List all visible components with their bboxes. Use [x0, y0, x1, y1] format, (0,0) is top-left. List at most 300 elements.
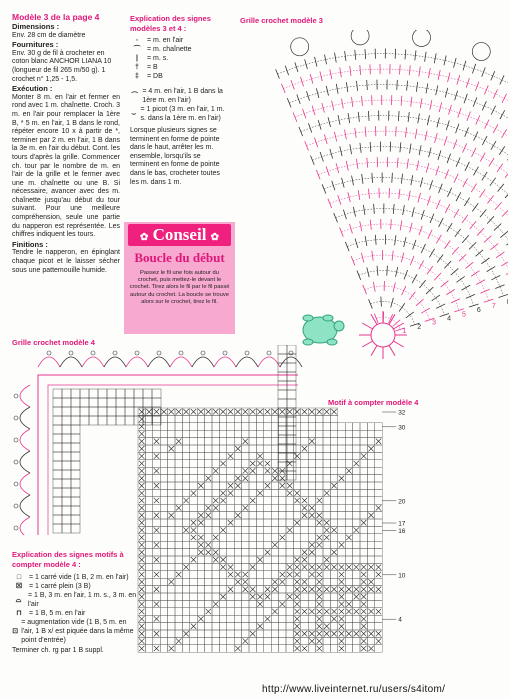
grid-cell: [175, 593, 182, 600]
chain-arc: [148, 357, 170, 367]
grid-cell: [71, 497, 80, 506]
grid-cell: [234, 489, 241, 496]
chain-arc: [20, 407, 30, 429]
grid-cell: [375, 430, 382, 437]
grid-cell: [375, 608, 382, 615]
grid-cell: [212, 615, 219, 622]
grid-cell: [256, 578, 263, 585]
grid-cell: [125, 407, 134, 416]
round-number: 7: [491, 302, 496, 310]
grid-cell: [293, 519, 300, 526]
grid-cell: [256, 408, 263, 415]
grid-cell: [205, 438, 212, 445]
grid-cell: [116, 389, 125, 398]
footer-url[interactable]: http://www.liveinternet.ru/users/s4itom/: [262, 684, 446, 695]
grid-cell: [323, 438, 330, 445]
grid-cell: [160, 445, 167, 452]
grid-cell: [316, 563, 323, 570]
grid-cell: [375, 645, 382, 652]
grid-cell: [249, 556, 256, 563]
grid-cell: [279, 593, 286, 600]
grid-cell: [345, 571, 352, 578]
grid-cell: [62, 506, 71, 515]
grid-cell: [256, 452, 263, 459]
grid-cell: [160, 452, 167, 459]
stitch-mark: [400, 65, 401, 75]
grid-cell: [353, 563, 360, 570]
grid-cell: [153, 549, 160, 556]
grid-cell: [53, 407, 62, 416]
grid-cell: [278, 363, 287, 372]
stitch-mark: [369, 299, 373, 308]
grid-cell: [345, 608, 352, 615]
grid-cell: [323, 497, 330, 504]
grid-cell: [286, 549, 293, 556]
grid-cell: [116, 398, 125, 407]
grid-cell: [212, 452, 219, 459]
grid-cell: [234, 438, 241, 445]
grid-cell: [338, 623, 345, 630]
grid-cell: [205, 489, 212, 496]
stitch-mark: [427, 266, 433, 274]
grid-cell: [345, 475, 352, 482]
grid-cell: [301, 593, 308, 600]
grid-cell: [338, 482, 345, 489]
grid-cell: [234, 593, 241, 600]
grid-cell: [168, 623, 175, 630]
grid-cell: [330, 549, 337, 556]
chain-arc: [20, 473, 30, 495]
grid-cell: [175, 556, 182, 563]
grid-cell: [264, 578, 271, 585]
grid-cell: [271, 593, 278, 600]
grid-cell: [293, 578, 300, 585]
grid-cell: [234, 645, 241, 652]
chain-arc: [20, 385, 30, 407]
stitch-mark: [505, 170, 508, 178]
grid-cell: [286, 438, 293, 445]
double-crochet-icon: †: [135, 64, 139, 71]
grid-cell: [182, 623, 189, 630]
grid-cell: [227, 415, 234, 422]
grid-cell: [242, 482, 249, 489]
grid-cell: [271, 497, 278, 504]
legend-item-text: = m. en l'air: [147, 37, 184, 44]
grid-cell: [242, 630, 249, 637]
grid-cell: [89, 389, 98, 398]
legend-item-text: = 4 m. en l'air, 1 B dans la 1ère m. en l'air): [142, 88, 223, 104]
grid-cell: [345, 534, 352, 541]
grid-cell: [212, 549, 219, 556]
grid-cell: [316, 578, 323, 585]
grid-cell: [316, 467, 323, 474]
grid-cell: [175, 615, 182, 622]
grid-cell: [301, 608, 308, 615]
grid-cell: [175, 504, 182, 511]
row-label: 30: [398, 424, 406, 432]
grid-cell: [345, 593, 352, 600]
grid-cell: [316, 630, 323, 637]
grid-cell: [175, 578, 182, 585]
grid-cell: [286, 512, 293, 519]
conseil-title: Conseil: [152, 225, 207, 244]
grid-cell: [62, 434, 71, 443]
grid-cell: [153, 578, 160, 585]
grid-cell: [367, 482, 374, 489]
grid-cell: [190, 415, 197, 422]
grid-cell: [249, 623, 256, 630]
picot-mark: [14, 526, 18, 530]
grid-cell: [264, 541, 271, 548]
grid-cell: [249, 563, 256, 570]
grid-cell: [256, 482, 263, 489]
grid-cell: [360, 586, 367, 593]
grid-cell: [160, 645, 167, 652]
grid-cell: [205, 467, 212, 474]
grid-cell: [197, 541, 204, 548]
grid-cell: [190, 445, 197, 452]
grid-cell: [330, 430, 337, 437]
grid-cell: [116, 407, 125, 416]
legend-item: [130, 63, 230, 72]
grid-cell: [301, 504, 308, 511]
grid-cell: [175, 408, 182, 415]
grid-cell: [293, 408, 300, 415]
grid-cell: [375, 497, 382, 504]
grid-cell: [205, 460, 212, 467]
grid-cell: [145, 541, 152, 548]
grid-cell: [190, 408, 197, 415]
grid-cell: [145, 489, 152, 496]
chain-arc: [60, 357, 82, 367]
stitch-mark: [342, 178, 345, 188]
grid-cell: [249, 512, 256, 519]
stitch-mark: [465, 127, 469, 136]
grid-cell: [360, 512, 367, 519]
grid-cell: [316, 556, 323, 563]
grid-cell: [242, 460, 249, 467]
stitch-mark: [429, 148, 431, 158]
grid-cell: [205, 526, 212, 533]
grid-cell: [182, 423, 189, 430]
grid-cell: [264, 645, 271, 652]
grid-cell: [107, 407, 116, 416]
grid-cell: [227, 467, 234, 474]
grid-cell: [71, 434, 80, 443]
legend-extra-list: [130, 87, 230, 123]
grid-cell: [353, 623, 360, 630]
grid-cell: [249, 415, 256, 422]
grid-cell: [168, 534, 175, 541]
grid-cell: [345, 556, 352, 563]
grid-cell: [138, 408, 145, 415]
grid-cell: [242, 519, 249, 526]
grid-cell: [316, 512, 323, 519]
grid-cell: [367, 512, 374, 519]
grid-cell: [330, 526, 337, 533]
stitch-mark: [458, 108, 461, 117]
grid-cell: [145, 415, 152, 422]
grid-cell: [360, 526, 367, 533]
legend-item-text: = 1 picot (3 m. en l'air, 1 m. s. dans la 1ère m. en l'air): [140, 106, 225, 122]
grid-cell: [116, 416, 125, 425]
grid-cell: [145, 460, 152, 467]
grid-cell: [345, 452, 352, 459]
grid-cell: [264, 438, 271, 445]
grid-cell: [212, 556, 219, 563]
grid-cell: [219, 623, 226, 630]
grid-cell: [338, 571, 345, 578]
legend4: [12, 550, 140, 656]
grid-cell: [375, 504, 382, 511]
grid-cell: [175, 512, 182, 519]
picot-mark: [47, 351, 51, 355]
grid-cell: [279, 519, 286, 526]
grid-cell: [182, 519, 189, 526]
grid-cell: [160, 534, 167, 541]
grid-cell: [301, 408, 308, 415]
conseil-header: [128, 224, 231, 246]
grid-cell: [360, 504, 367, 511]
grid-cell: [279, 563, 286, 570]
grid-cell: [182, 482, 189, 489]
stitch-mark: [481, 258, 489, 264]
grid-cell: [323, 549, 330, 556]
grid-cell: [360, 541, 367, 548]
grid-cell: [353, 497, 360, 504]
grid-cell: [168, 519, 175, 526]
grid-cell: [308, 578, 315, 585]
grid-cell: [323, 519, 330, 526]
grid-cell: [219, 504, 226, 511]
grid-cell: [145, 475, 152, 482]
execution-text: Monter 8 m. en l'air et fermer en rond avec 1 m. chaînette. Croch. 3 m. en l'air pour remplacer la 1ère B, * 5 m. en l'air, 1 B dans le rond, répéter encore 10 x à partir de *, terminer par 2 m. en l'air, 1 B dans la 3e m. en l'air du début. Cont. les tours d'après la grille. Commencer ch. tour par le nombre de m. en l'air de la grille et le fermer avec une m. chaînette ou une B. Si nécessaire, avancer avec des m. chaînette jusqu'au début du tour suivant. Pour une meilleure compréhension, seule une partie du napperon est représentée. Les chiffres indiquent les tours.: [12, 93, 120, 239]
grid-cell: [62, 461, 71, 470]
picot-mark: [289, 351, 293, 355]
stitch-mark: [472, 203, 478, 211]
grid-cell: [338, 578, 345, 585]
grid-cell: [264, 534, 271, 541]
grid-cell: [219, 512, 226, 519]
grid-cell: [62, 398, 71, 407]
grid-cell: [279, 430, 286, 437]
grid-cell: [264, 452, 271, 459]
grid-cell: [89, 407, 98, 416]
grid-cell: [234, 534, 241, 541]
execution-title: Exécution :: [12, 84, 53, 94]
grid-cell: [367, 475, 374, 482]
grid-cell: [234, 526, 241, 533]
grid-cell: [360, 497, 367, 504]
legend-item-text: = augmentation vide (1 B, 5 m. en l'air, 1 B x/ est piquée dans la même point d'entrée): [21, 619, 134, 644]
grid-cell: [330, 408, 337, 415]
grid-cell: [234, 563, 241, 570]
grid-cell: [125, 398, 134, 407]
grid-cell: [360, 645, 367, 652]
grid-cell: [160, 571, 167, 578]
grid-cell: [279, 475, 286, 482]
grid-cell: [367, 615, 374, 622]
row-label: 32: [398, 409, 406, 417]
stitch-mark: [499, 294, 508, 297]
grid-cell: [279, 630, 286, 637]
grid-cell: [301, 519, 308, 526]
grid-cell: [190, 438, 197, 445]
grid-cell: [62, 524, 71, 533]
grid-cell: [160, 504, 167, 511]
grid-cell: [242, 467, 249, 474]
grid-cell: [145, 497, 152, 504]
grid-cell: [279, 600, 286, 607]
stitch-mark: [405, 127, 406, 137]
grid-cell: [168, 504, 175, 511]
grid-cell: [182, 504, 189, 511]
grid-cell: [367, 608, 374, 615]
grid-cell: [286, 482, 293, 489]
turtle-icon: [303, 315, 344, 345]
grid-cell: [145, 504, 152, 511]
grid-cell: [271, 586, 278, 593]
grid-cell: [353, 541, 360, 548]
grid-cell: [256, 615, 263, 622]
grid-cell: [375, 593, 382, 600]
grid-cell: [301, 467, 308, 474]
grid-cell: [330, 452, 337, 459]
grid-cell: [249, 475, 256, 482]
stitch-mark: [493, 89, 497, 98]
center-ring: [371, 323, 395, 347]
grid-cell: [323, 423, 330, 430]
grid-cell: [360, 556, 367, 563]
grid-cell: [182, 408, 189, 415]
grid-cell: [316, 415, 323, 422]
grid-cell: [264, 415, 271, 422]
stitch-mark: [421, 210, 424, 219]
grid-cell: [293, 637, 300, 644]
grid-cell: [205, 445, 212, 452]
grid-cell: [227, 593, 234, 600]
grid-cell: [205, 408, 212, 415]
center-spoke: [362, 323, 372, 329]
grid-cell: [301, 571, 308, 578]
grid-cell: [338, 600, 345, 607]
grid-cell: [190, 637, 197, 644]
grid-cell: [242, 600, 249, 607]
grid-cell: [53, 488, 62, 497]
grid-cell: [301, 534, 308, 541]
grid-cell: [301, 623, 308, 630]
grid-cell: [367, 549, 374, 556]
picot-icon: ⌣: [131, 110, 137, 118]
chain-stitch-icon: ◦: [135, 37, 139, 44]
grid-cell: [286, 475, 293, 482]
grid-cell: [360, 549, 367, 556]
grid-cell: [367, 489, 374, 496]
grid-cell: [375, 438, 382, 445]
legend4-footer: Terminer ch. rg par 1 B suppl.: [12, 647, 104, 654]
grid-cell: [279, 571, 286, 578]
grid-cell: [168, 438, 175, 445]
chain-arc: [258, 357, 280, 367]
grid-cell: [271, 541, 278, 548]
grid-cell: [375, 482, 382, 489]
grid-cell: [338, 438, 345, 445]
grid-cell: [360, 438, 367, 445]
chain-arc: [236, 357, 258, 367]
grid-cell: [53, 461, 62, 470]
grid-cell: [190, 556, 197, 563]
grid-cell: [168, 630, 175, 637]
picot-mark: [14, 416, 18, 420]
grid-cell: [249, 630, 256, 637]
grid-cell: [330, 608, 337, 615]
grid-cell: [175, 438, 182, 445]
grid-cell: [301, 578, 308, 585]
grid-cell: [138, 475, 145, 482]
grid-cell: [286, 615, 293, 622]
grid-cell: [160, 423, 167, 430]
grid-cell: [242, 586, 249, 593]
grid-cell: [345, 549, 352, 556]
grid-cell: [160, 556, 167, 563]
grid-cell: [367, 541, 374, 548]
grid-cell: [160, 526, 167, 533]
grid-cell: [293, 504, 300, 511]
grid-cell: [301, 563, 308, 570]
grid-cell: [375, 578, 382, 585]
grid-cell: [338, 489, 345, 496]
stitch-mark: [436, 166, 439, 175]
grid-cell: [360, 593, 367, 600]
grid-cell: [279, 467, 286, 474]
grid-cell: [271, 423, 278, 430]
grid-cell: [197, 438, 204, 445]
grid-cell: [249, 549, 256, 556]
grid-cell: [249, 534, 256, 541]
grid-cell: [278, 354, 287, 363]
stitch-mark: [501, 261, 508, 266]
grid-cell: [375, 475, 382, 482]
grid-cell: [190, 571, 197, 578]
grid-cell: [145, 423, 152, 430]
grid-cell: [168, 637, 175, 644]
grid-cell: [264, 549, 271, 556]
grid-cell: [219, 534, 226, 541]
grid-cell: [62, 515, 71, 524]
grid-cell: [308, 541, 315, 548]
grid-cell: [168, 563, 175, 570]
grid-cell: [308, 571, 315, 578]
grid-cell: [205, 519, 212, 526]
grid-cell: [219, 608, 226, 615]
conseil-text: Passez le fil une fois autour du crochet, puis mettez-le devant le crochet. Tirez alors le fil par le fil passé autour du crochet. La boucle se trouve alors sur le crochet, tirez le fil.: [129, 270, 230, 305]
grid-cell: [323, 512, 330, 519]
grid-cell: [234, 571, 241, 578]
stitch-mark: [375, 235, 376, 245]
grid-cell: [256, 445, 263, 452]
grid-cell: [308, 623, 315, 630]
grid-cell: [323, 408, 330, 415]
grid-cell: [197, 630, 204, 637]
grid-cell: [205, 512, 212, 519]
grid-cell: [323, 578, 330, 585]
grid-cell: [256, 637, 263, 644]
grid-cell: [308, 408, 315, 415]
legend-item-text: = 1 carré vide (1 B, 2 m. en l'air): [29, 574, 129, 581]
grid-cell: [249, 445, 256, 452]
grid-cell: [353, 608, 360, 615]
grid-cell: [212, 526, 219, 533]
